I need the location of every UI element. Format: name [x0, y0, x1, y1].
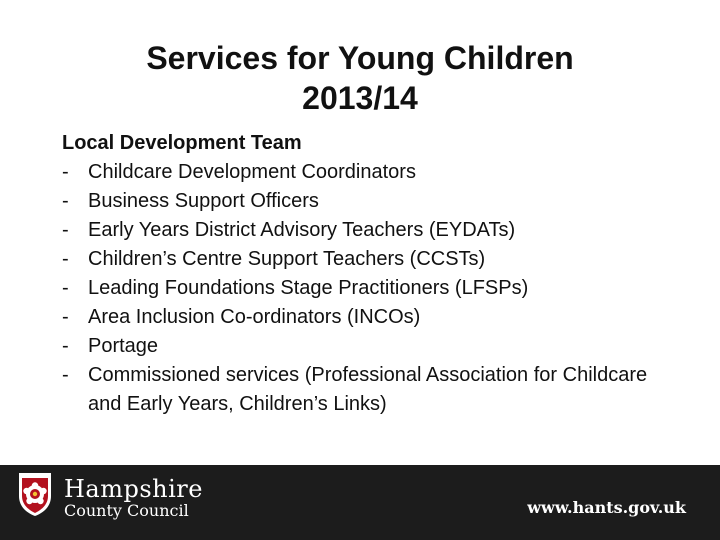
list-item: [62, 303, 672, 332]
list-item-text: Portage: [88, 335, 159, 357]
slide-content: [62, 129, 672, 419]
list-item-text: Childcare Development Coordinators: [88, 161, 416, 183]
brand-name: Hampshire: [64, 475, 203, 503]
bullet-dash: -: [62, 219, 69, 241]
brand-subtitle: County Council: [64, 501, 189, 520]
list-item-text: Early Years District Advisory Teachers (EYDATs): [88, 219, 516, 241]
website-url: www.hants.gov.uk: [527, 498, 686, 517]
service-list: [62, 158, 672, 419]
list-item: [62, 274, 672, 303]
list-item-text: Leading Foundations Stage Practitioners (LFSPs): [88, 277, 529, 299]
list-item: [62, 361, 672, 419]
rose-crest-icon: [15, 472, 55, 518]
bullet-dash: -: [62, 248, 69, 270]
list-item: [62, 245, 672, 274]
title-line-1: Services for Young Children: [146, 40, 574, 76]
bullet-dash: -: [62, 161, 69, 183]
bullet-dash: -: [62, 277, 69, 299]
list-item-text: Area Inclusion Co-ordinators (INCOs): [88, 306, 421, 328]
list-item: [62, 332, 672, 361]
bullet-dash: -: [62, 364, 69, 386]
title-line-2: 2013/14: [302, 80, 418, 116]
list-item: [62, 216, 672, 245]
bullet-dash: -: [62, 335, 69, 357]
list-item-text: Business Support Officers: [88, 190, 319, 212]
bullet-dash: -: [62, 306, 69, 328]
list-item: [62, 187, 672, 216]
list-item-text: Children’s Centre Support Teachers (CCSTs): [88, 248, 486, 270]
bullet-dash: -: [62, 190, 69, 212]
list-item-text: Commissioned services (Professional Association for Childcare and Early Years, Children’s Links): [88, 364, 648, 415]
slide-title: [0, 38, 720, 118]
section-heading: Local Development Team: [62, 132, 302, 154]
list-item: [62, 158, 672, 187]
footer-bar: [0, 465, 720, 540]
